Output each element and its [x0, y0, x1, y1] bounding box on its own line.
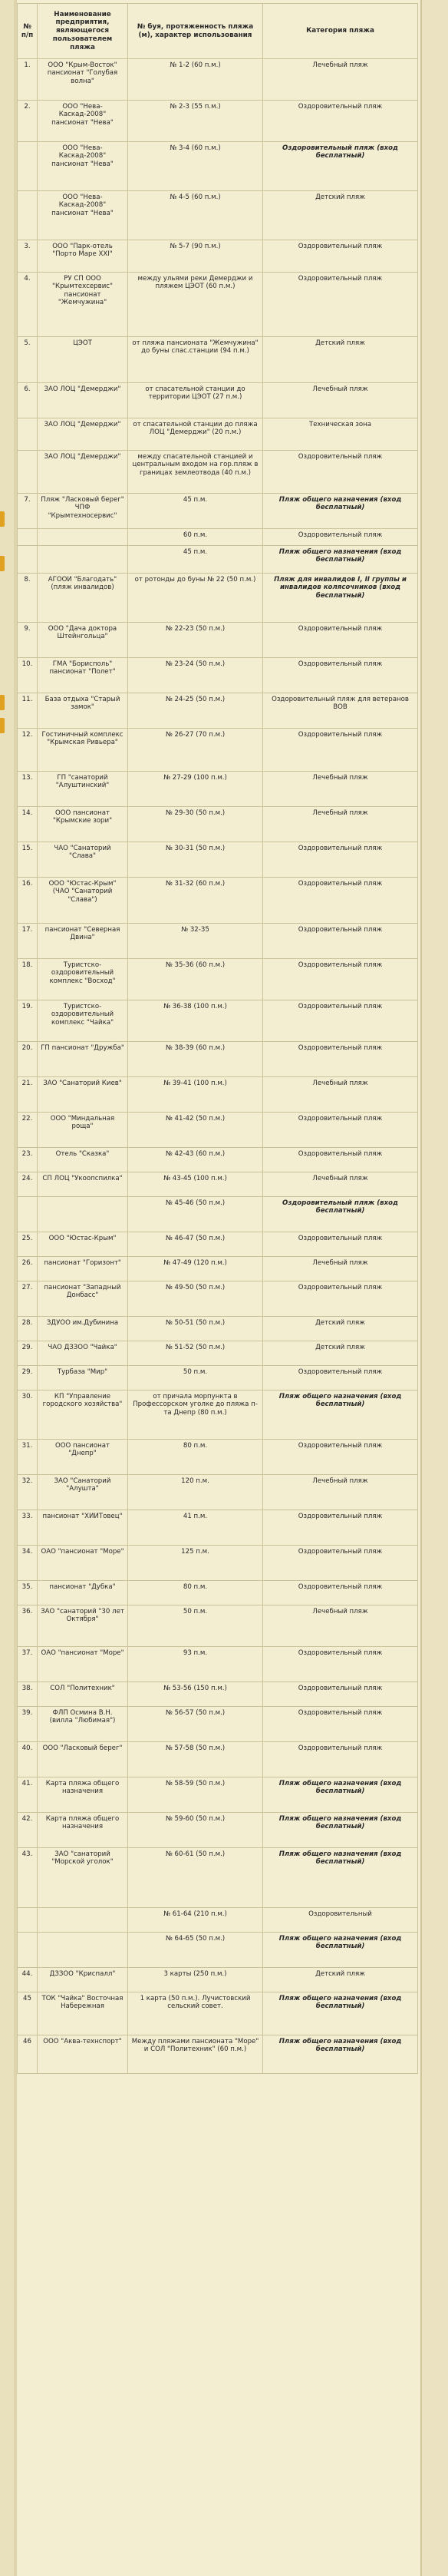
table-row — [18, 924, 418, 959]
beach-category: Оздоровительный пляж — [263, 1148, 418, 1172]
enterprise-name: ЗАО ЛОЦ "Демерджи" — [38, 418, 128, 451]
buoy-range: 80 п.м. — [128, 1581, 263, 1605]
buoy-range: № 27-29 (100 п.м.) — [128, 772, 263, 807]
table-row — [18, 959, 418, 1000]
enterprise-name: Гостиничный комплекс "Крымская Ривьера" — [38, 729, 128, 772]
beach-category: Лечебный пляж — [263, 1475, 418, 1510]
beach-category: Лечебный пляж — [263, 807, 418, 842]
enterprise-name: СОЛ "Политехник" — [38, 1682, 128, 1707]
table-row — [18, 1113, 418, 1148]
buoy-range: № 42-43 (60 п.м.) — [128, 1148, 263, 1172]
buoy-range: № 46-47 (50 п.м.) — [128, 1232, 263, 1257]
enterprise-name: ООО пансионат "Днепр" — [38, 1440, 128, 1475]
table-row — [18, 574, 418, 623]
buoy-range: № 1-2 (60 п.м.) — [128, 59, 263, 101]
beach-category: Пляж общего назначения (вход бесплатный) — [263, 1848, 418, 1908]
table-row — [18, 842, 418, 878]
enterprise-name: ЗАО "Санаторий "Алушта" — [38, 1475, 128, 1510]
row-number: 15. — [18, 842, 38, 878]
beach-category: Оздоровительный пляж — [263, 1682, 418, 1707]
buoy-range: 125 п.м. — [128, 1546, 263, 1581]
table-row — [18, 1546, 418, 1581]
row-number: 27. — [18, 1281, 38, 1317]
beach-category: Лечебный пляж — [263, 772, 418, 807]
enterprise-name: ООО "Миндальная роща" — [38, 1113, 128, 1148]
beach-category: Оздоровительный — [263, 1908, 418, 1933]
buoy-range: 45 п.м. — [128, 494, 263, 529]
buoy-range: № 29-30 (50 п.м.) — [128, 807, 263, 842]
buoy-range: № 59-60 (50 п.м.) — [128, 1813, 263, 1848]
enterprise-name: ООО "Нева-Каскад-2008" пансионат "Нева" — [38, 142, 128, 191]
row-number — [18, 1908, 38, 1933]
table-row — [18, 273, 418, 337]
table-header-row — [18, 4, 418, 59]
row-number: 10. — [18, 658, 38, 693]
table-row — [18, 1232, 418, 1257]
table-row — [18, 1647, 418, 1682]
table-row — [18, 729, 418, 772]
enterprise-name: Отель "Сказка" — [38, 1148, 128, 1172]
enterprise-name: СП ЛОЦ "Укоопспилка" — [38, 1172, 128, 1197]
buoy-range: № 24-25 (50 п.м.) — [128, 693, 263, 729]
row-number: 28. — [18, 1317, 38, 1341]
table-row — [18, 807, 418, 842]
row-number — [18, 529, 38, 546]
enterprise-name: ЗАО ЛОЦ "Демерджи" — [38, 451, 128, 494]
row-number: 25. — [18, 1232, 38, 1257]
row-number: 40. — [18, 1742, 38, 1777]
row-number: 19. — [18, 1000, 38, 1042]
row-number: 35. — [18, 1581, 38, 1605]
beach-category: Техническая зона — [263, 418, 418, 451]
table-row — [18, 1510, 418, 1546]
buoy-range: от причала морпункта в Профессорском уголке до пляжа п-та Днепр (80 п.м.) — [128, 1391, 263, 1440]
buoy-range: № 35-36 (60 п.м.) — [128, 959, 263, 1000]
row-number: 29. — [18, 1366, 38, 1391]
row-number: 32. — [18, 1475, 38, 1510]
table-row — [18, 1391, 418, 1440]
table-row — [18, 1172, 418, 1197]
header-num: № п/п — [18, 4, 38, 59]
row-number: 11. — [18, 693, 38, 729]
row-number: 43. — [18, 1848, 38, 1908]
buoy-range: от спасательной станции до территории ЦЭОТ (27 п.м.) — [128, 383, 263, 418]
enterprise-name: ООО "Парк-отель "Порто Маре XXI" — [38, 240, 128, 273]
beach-category: Лечебный пляж — [263, 383, 418, 418]
enterprise-name: РУ СП ООО "Крымтехсервис" пансионат "Жемчужина" — [38, 273, 128, 337]
row-number — [18, 1197, 38, 1232]
beach-category: Оздоровительный пляж — [263, 658, 418, 693]
row-number: 23. — [18, 1148, 38, 1172]
buoy-range: 45 п.м. — [128, 546, 263, 574]
row-number: 17. — [18, 924, 38, 959]
beach-category: Детский пляж — [263, 191, 418, 240]
beach-category: Детский пляж — [263, 1317, 418, 1341]
buoy-range: № 45-46 (50 п.м.) — [128, 1197, 263, 1232]
enterprise-name: ОАО "пансионат "Море" — [38, 1647, 128, 1682]
enterprise-name — [38, 1197, 128, 1232]
row-number: 14. — [18, 807, 38, 842]
row-number: 18. — [18, 959, 38, 1000]
buoy-range: № 38-39 (60 п.м.) — [128, 1042, 263, 1077]
left-margin-strip — [0, 0, 14, 2576]
buoy-range: 3 карты (250 п.м.) — [128, 1968, 263, 1992]
table-row — [18, 878, 418, 924]
table-row — [18, 191, 418, 240]
row-number: 9. — [18, 623, 38, 658]
buoy-range: № 49-50 (50 п.м.) — [128, 1281, 263, 1317]
buoy-range: № 64-65 (50 п.м.) — [128, 1933, 263, 1968]
enterprise-name: ГП "санаторий "Алуштинский" — [38, 772, 128, 807]
row-number: 29. — [18, 1341, 38, 1366]
beach-category: Детский пляж — [263, 337, 418, 383]
enterprise-name: ЦЭОТ — [38, 337, 128, 383]
buoy-range: от спасательной станции до пляжа ЛОЦ "Демерджи" (20 п.м.) — [128, 418, 263, 451]
beach-category: Детский пляж — [263, 1341, 418, 1366]
beach-category: Детский пляж — [263, 1968, 418, 1992]
enterprise-name — [38, 546, 128, 574]
table-row — [18, 1968, 418, 1992]
table-row — [18, 1042, 418, 1077]
buoy-range: Между пляжами пансионата "Море" и СОЛ "Политехник" (60 п.м.) — [128, 2035, 263, 2074]
row-number: 34. — [18, 1546, 38, 1581]
buoy-range: № 60-61 (50 п.м.) — [128, 1848, 263, 1908]
buoy-range: № 32-35 — [128, 924, 263, 959]
enterprise-name: База отдыха "Старый замок" — [38, 693, 128, 729]
side-tab-marker[interactable] — [0, 718, 5, 733]
buoy-range: № 58-59 (50 п.м.) — [128, 1777, 263, 1813]
buoy-range: № 50-51 (50 п.м.) — [128, 1317, 263, 1341]
table-row — [18, 623, 418, 658]
beach-category: Пляж общего назначения (вход бесплатный) — [263, 1391, 418, 1440]
table-row — [18, 451, 418, 494]
enterprise-name: АГООИ "Благодать" (пляж инвалидов) — [38, 574, 128, 623]
buoy-range: № 26-27 (70 п.м.) — [128, 729, 263, 772]
table-row — [18, 418, 418, 451]
row-number: 21. — [18, 1077, 38, 1113]
buoy-range: № 53-56 (150 п.м.) — [128, 1682, 263, 1707]
buoy-range: от пляжа пансионата "Жемчужина" до буны спас.станции (94 п.м.) — [128, 337, 263, 383]
enterprise-name: ЗАО "Санаторий Киев" — [38, 1077, 128, 1113]
table-row — [18, 1682, 418, 1707]
buoy-range: № 22-23 (50 п.м.) — [128, 623, 263, 658]
table-row — [18, 59, 418, 101]
enterprise-name: Туристско-оздоровительный комплекс "Восход" — [38, 959, 128, 1000]
enterprise-name: ООО "Дача доктора Штейнгольца" — [38, 623, 128, 658]
enterprise-name: ФЛП Осмина В.Н. (вилла "Любимая") — [38, 1707, 128, 1742]
enterprise-name: ТОК "Чайка" Восточная Набережная — [38, 1992, 128, 2035]
buoy-range: между спасательной станцией и центральным входом на гор.пляж в границах землеотвода (40 п.м.) — [128, 451, 263, 494]
buoy-range: № 47-49 (120 п.м.) — [128, 1257, 263, 1281]
beach-category: Пляж общего назначения (вход бесплатный) — [263, 1992, 418, 2035]
table-row — [18, 1440, 418, 1475]
beach-category: Лечебный пляж — [263, 1605, 418, 1647]
beach-category: Лечебный пляж — [263, 1172, 418, 1197]
beach-category: Оздоровительный пляж — [263, 1581, 418, 1605]
table-row — [18, 337, 418, 383]
row-number: 2. — [18, 101, 38, 142]
buoy-range: 50 п.м. — [128, 1366, 263, 1391]
beach-category: Лечебный пляж — [263, 1077, 418, 1113]
row-number — [18, 142, 38, 191]
beach-category: Лечебный пляж — [263, 1257, 418, 1281]
table-body — [18, 59, 418, 2074]
beach-category: Оздоровительный пляж — [263, 1647, 418, 1682]
table-row — [18, 1742, 418, 1777]
row-number: 38. — [18, 1682, 38, 1707]
beach-category: Оздоровительный пляж — [263, 1546, 418, 1581]
row-number: 1. — [18, 59, 38, 101]
row-number: 46 — [18, 2035, 38, 2074]
beach-category: Оздоровительный пляж — [263, 1042, 418, 1077]
beach-category: Оздоровительный пляж — [263, 1742, 418, 1777]
enterprise-name: пансионат "Западный Донбасс" — [38, 1281, 128, 1317]
beach-category: Оздоровительный пляж (вход бесплатный) — [263, 1197, 418, 1232]
row-number: 36. — [18, 1605, 38, 1647]
row-number: 41. — [18, 1777, 38, 1813]
row-number: 3. — [18, 240, 38, 273]
enterprise-name: ООО "Нева-Каскад-2008" пансионат "Нева" — [38, 191, 128, 240]
enterprise-name: пансионат "Северная Двина" — [38, 924, 128, 959]
table-row — [18, 772, 418, 807]
beach-category: Пляж общего назначения (вход бесплатный) — [263, 1933, 418, 1968]
table-row — [18, 1077, 418, 1113]
header-enterprise: Наименование предприятия, являющегося пользователем пляжа — [38, 4, 128, 59]
buoy-range: 41 п.м. — [128, 1510, 263, 1546]
enterprise-name: ЗАО "санаторий "Морской уголок" — [38, 1848, 128, 1908]
enterprise-name: Пляж "Ласковый берег" ЧПФ "Крымтехносервис" — [38, 494, 128, 529]
table-row — [18, 1281, 418, 1317]
enterprise-name: пансионат "ХИИТовец" — [38, 1510, 128, 1546]
table-row — [18, 1197, 418, 1232]
table-row — [18, 1605, 418, 1647]
row-number: 5. — [18, 337, 38, 383]
table-row — [18, 142, 418, 191]
table-row — [18, 1366, 418, 1391]
beach-category: Оздоровительный пляж — [263, 101, 418, 142]
enterprise-name: Карта пляжа общего назначения — [38, 1813, 128, 1848]
enterprise-name: ГП пансионат "Дружба" — [38, 1042, 128, 1077]
buoy-range: № 41-42 (50 п.м.) — [128, 1113, 263, 1148]
enterprise-name: ОАО "пансионат "Море" — [38, 1546, 128, 1581]
buoy-range: № 56-57 (50 п.м.) — [128, 1707, 263, 1742]
enterprise-name: ООО "Нева-Каскад-2008" пансионат "Нева" — [38, 101, 128, 142]
table-row — [18, 1257, 418, 1281]
table-row — [18, 1933, 418, 1968]
enterprise-name: ООО "Аква-технспорт" — [38, 2035, 128, 2074]
enterprise-name — [38, 529, 128, 546]
buoy-range: между ульями реки Демерджи и пляжем ЦЭОТ (60 п.м.) — [128, 273, 263, 337]
buoy-range: № 3-4 (60 п.м.) — [128, 142, 263, 191]
table-row — [18, 1848, 418, 1908]
buoy-range: № 5-7 (90 п.м.) — [128, 240, 263, 273]
table-row — [18, 101, 418, 142]
buoy-range: 93 п.м. — [128, 1647, 263, 1682]
table-row — [18, 1707, 418, 1742]
enterprise-name: ООО "Юстас-Крым" — [38, 1232, 128, 1257]
buoy-range: 120 п.м. — [128, 1475, 263, 1510]
row-number — [18, 546, 38, 574]
row-number: 31. — [18, 1440, 38, 1475]
table-row — [18, 383, 418, 418]
buoy-range: № 36-38 (100 п.м.) — [128, 1000, 263, 1042]
side-tab-marker[interactable] — [0, 511, 5, 527]
table-row — [18, 1341, 418, 1366]
beach-category: Оздоровительный пляж — [263, 273, 418, 337]
table-row — [18, 1813, 418, 1848]
table-row — [18, 240, 418, 273]
enterprise-name: ГМА "Борисполь" пансионат "Полет" — [38, 658, 128, 693]
row-number: 22. — [18, 1113, 38, 1148]
enterprise-name: Туристско-оздоровительный комплекс "Чайка" — [38, 1000, 128, 1042]
table-row — [18, 1475, 418, 1510]
table-row — [18, 2035, 418, 2074]
row-number: 37. — [18, 1647, 38, 1682]
enterprise-name: ООО "Крым-Восток" пансионат "Голубая волна" — [38, 59, 128, 101]
row-number: 26. — [18, 1257, 38, 1281]
beach-category: Пляж для инвалидов I, II группы и инвалидов колясочников (вход бесплатный) — [263, 574, 418, 623]
table-row — [18, 1148, 418, 1172]
enterprise-name: КП "Управление городского хозяйства" — [38, 1391, 128, 1440]
beach-category: Оздоровительный пляж — [263, 451, 418, 494]
beach-category: Оздоровительный пляж — [263, 1707, 418, 1742]
table-row — [18, 1777, 418, 1813]
row-number: 13. — [18, 772, 38, 807]
beach-category: Оздоровительный пляж — [263, 959, 418, 1000]
table-row — [18, 1992, 418, 2035]
row-number — [18, 418, 38, 451]
table-row — [18, 1581, 418, 1605]
enterprise-name: ООО "Ласковый берег" — [38, 1742, 128, 1777]
row-number: 6. — [18, 383, 38, 418]
row-number: 8. — [18, 574, 38, 623]
enterprise-name: пансионат "Горизонт" — [38, 1257, 128, 1281]
enterprise-name: Карта пляжа общего назначения — [38, 1777, 128, 1813]
enterprise-name: Турбаза "Мир" — [38, 1366, 128, 1391]
row-number: 33. — [18, 1510, 38, 1546]
beach-category: Оздоровительный пляж — [263, 623, 418, 658]
side-tab-marker[interactable] — [0, 695, 5, 710]
table-row — [18, 494, 418, 529]
table-row — [18, 693, 418, 729]
enterprise-name: ЗДУОО им.Дубинина — [38, 1317, 128, 1341]
beach-category: Оздоровительный пляж — [263, 1440, 418, 1475]
enterprise-name: ООО пансионат "Крымские зори" — [38, 807, 128, 842]
row-number: 16. — [18, 878, 38, 924]
beach-category: Пляж общего назначения (вход бесплатный) — [263, 1813, 418, 1848]
table-row — [18, 546, 418, 574]
row-number — [18, 1933, 38, 1968]
buoy-range: № 31-32 (60 п.м.) — [128, 878, 263, 924]
right-margin-strip — [422, 0, 448, 2576]
beach-category: Пляж общего назначения (вход бесплатный) — [263, 494, 418, 529]
buoy-range: 60 п.м. — [128, 529, 263, 546]
header-category: Категория пляжа — [263, 4, 418, 59]
beach-category: Оздоровительный пляж — [263, 240, 418, 273]
beach-category: Оздоровительный пляж — [263, 729, 418, 772]
row-number: 4. — [18, 273, 38, 337]
beach-category: Пляж общего назначения (вход бесплатный) — [263, 2035, 418, 2074]
row-number: 20. — [18, 1042, 38, 1077]
table-row — [18, 1908, 418, 1933]
enterprise-name: ЧАО ДЗЗОО "Чайка" — [38, 1341, 128, 1366]
buoy-range: № 23-24 (50 п.м.) — [128, 658, 263, 693]
table-row — [18, 1000, 418, 1042]
row-number: 24. — [18, 1172, 38, 1197]
beach-table — [17, 3, 418, 2074]
beach-category: Оздоровительный пляж (вход бесплатный) — [263, 142, 418, 191]
table-row — [18, 529, 418, 546]
buoy-range: № 4-5 (60 п.м.) — [128, 191, 263, 240]
beach-category: Оздоровительный пляж — [263, 878, 418, 924]
beach-category: Пляж общего назначения (вход бесплатный) — [263, 546, 418, 574]
enterprise-name: ЗАО "санаторий "30 лет Октября" — [38, 1605, 128, 1647]
row-number — [18, 191, 38, 240]
buoy-range: 50 п.м. — [128, 1605, 263, 1647]
beach-category: Оздоровительный пляж для ветеранов ВОВ — [263, 693, 418, 729]
beach-category: Пляж общего назначения (вход бесплатный) — [263, 1777, 418, 1813]
row-number: 7. — [18, 494, 38, 529]
buoy-range: № 2-3 (55 п.м.) — [128, 101, 263, 142]
row-number: 12. — [18, 729, 38, 772]
beach-category: Оздоровительный пляж — [263, 1113, 418, 1148]
buoy-range: № 61-64 (210 п.м.) — [128, 1908, 263, 1933]
buoy-range: № 51-52 (50 п.м.) — [128, 1341, 263, 1366]
row-number: 45 — [18, 1992, 38, 2035]
table-row — [18, 1317, 418, 1341]
beach-category: Оздоровительный пляж — [263, 1232, 418, 1257]
row-number — [18, 451, 38, 494]
buoy-range: от ротонды до буны № 22 (50 п.м.) — [128, 574, 263, 623]
buoy-range: № 43-45 (100 п.м.) — [128, 1172, 263, 1197]
table-row — [18, 658, 418, 693]
beach-category: Оздоровительный пляж — [263, 924, 418, 959]
enterprise-name: ООО "Юстас-Крым" (ЧАО "Санаторий "Слава") — [38, 878, 128, 924]
beach-category: Оздоровительный пляж — [263, 1366, 418, 1391]
enterprise-name: ДЗЗОО "Криспалл" — [38, 1968, 128, 1992]
row-number: 30. — [18, 1391, 38, 1440]
buoy-range: № 30-31 (50 п.м.) — [128, 842, 263, 878]
side-tab-marker[interactable] — [0, 556, 5, 571]
enterprise-name — [38, 1933, 128, 1968]
beach-category: Оздоровительный пляж — [263, 1281, 418, 1317]
header-buoys: № буя, протяженность пляжа (м), характер использования — [128, 4, 263, 59]
row-number: 42. — [18, 1813, 38, 1848]
enterprise-name: ЗАО ЛОЦ "Демерджи" — [38, 383, 128, 418]
beach-category: Оздоровительный пляж — [263, 1510, 418, 1546]
row-number: 39. — [18, 1707, 38, 1742]
enterprise-name: ЧАО "Санаторий "Слава" — [38, 842, 128, 878]
row-number: 44. — [18, 1968, 38, 1992]
beach-category: Оздоровительный пляж — [263, 842, 418, 878]
buoy-range: № 39-41 (100 п.м.) — [128, 1077, 263, 1113]
beach-category: Оздоровительный пляж — [263, 529, 418, 546]
enterprise-name: пансионат "Дубка" — [38, 1581, 128, 1605]
buoy-range: № 57-58 (50 п.м.) — [128, 1742, 263, 1777]
enterprise-name — [38, 1908, 128, 1933]
beach-category: Оздоровительный пляж — [263, 1000, 418, 1042]
buoy-range: 1 карта (50 п.м.). Лучистовский сельский совет. — [128, 1992, 263, 2035]
buoy-range: 80 п.м. — [128, 1440, 263, 1475]
beach-category: Лечебный пляж — [263, 59, 418, 101]
